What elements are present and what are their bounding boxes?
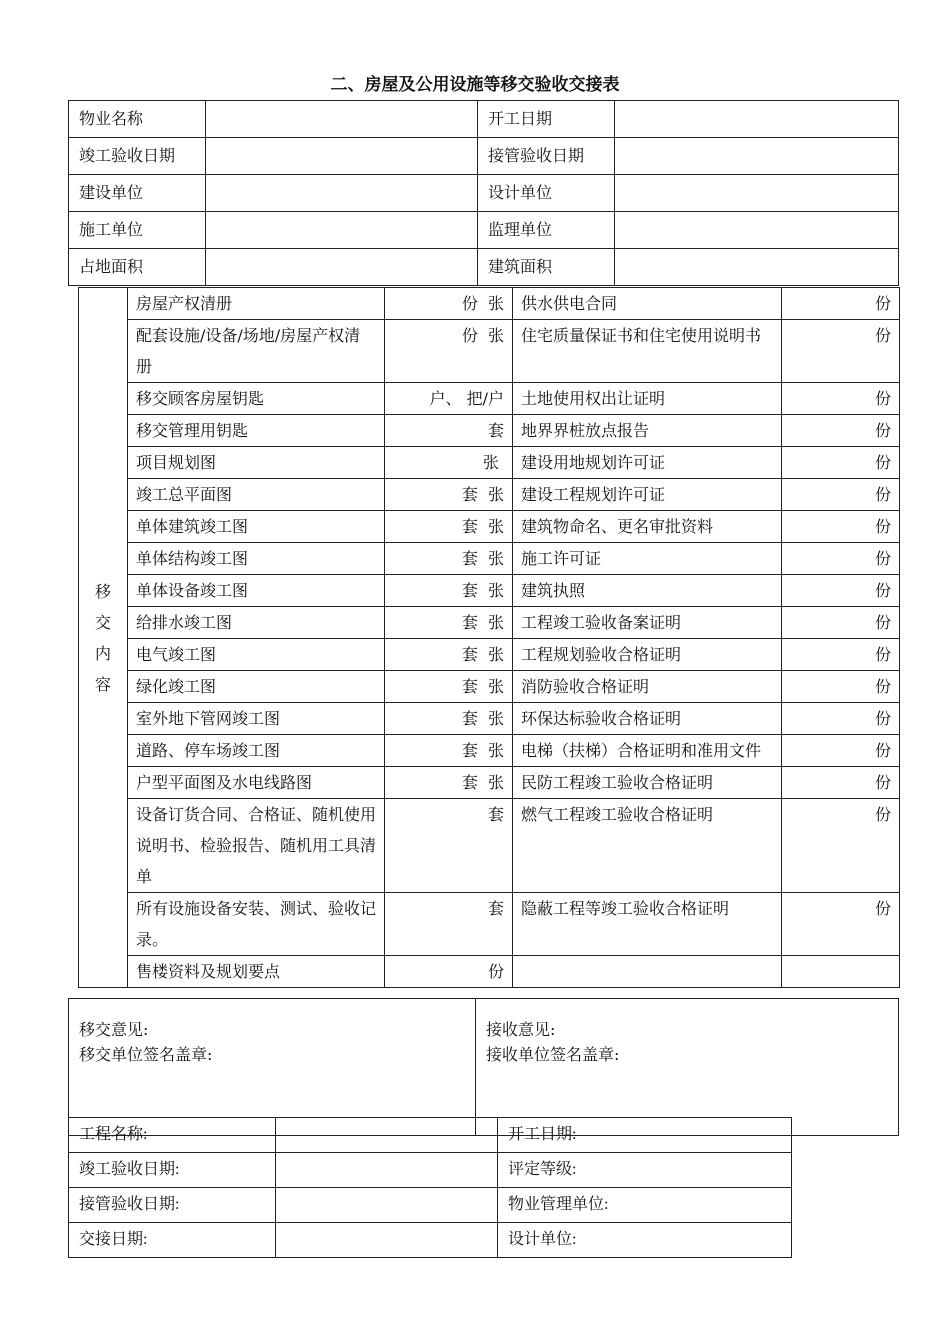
document-name: 建设用地规划许可证	[513, 447, 782, 479]
item-unit: 份 张	[385, 320, 513, 383]
item-unit: 套 张	[385, 767, 513, 799]
document-unit: 份	[782, 479, 900, 511]
document-unit: 份	[782, 799, 900, 893]
field-label: 竣工验收日期:	[69, 1153, 276, 1188]
item-name: 道路、停车场竣工图	[128, 735, 385, 767]
document-unit: 份	[782, 735, 900, 767]
table-row	[69, 1153, 792, 1188]
field-label: 工程名称:	[69, 1118, 276, 1153]
handover-opinion-label: 移交意见:	[79, 1020, 149, 1039]
field-value[interactable]	[276, 1223, 498, 1258]
field-label: 开工日期:	[498, 1118, 792, 1153]
document-unit: 份	[782, 415, 900, 447]
table-row	[79, 639, 900, 671]
item-unit: 套	[385, 415, 513, 447]
document-unit: 份	[782, 320, 900, 383]
field-value[interactable]	[276, 1118, 498, 1153]
table-row	[79, 607, 900, 639]
field-label: 竣工验收日期	[69, 138, 206, 175]
document-name: 电梯（扶梯）合格证明和准用文件	[513, 735, 782, 767]
document-unit: 份	[782, 383, 900, 415]
field-label: 建筑面积	[478, 249, 615, 286]
field-label: 占地面积	[69, 249, 206, 286]
document-name: 建设工程规划许可证	[513, 479, 782, 511]
table-row	[79, 956, 900, 988]
table-row	[79, 383, 900, 415]
handover-content-label	[79, 288, 128, 988]
handover-opinion-cell[interactable]	[69, 999, 476, 1136]
document-unit: 份	[782, 607, 900, 639]
item-unit: 套 张	[385, 511, 513, 543]
document-unit: 份	[782, 893, 900, 956]
item-name: 室外地下管网竣工图	[128, 703, 385, 735]
item-name: 项目规划图	[128, 447, 385, 479]
item-name: 所有设施设备安装、测试、验收记录。	[128, 893, 385, 956]
field-label: 施工单位	[69, 212, 206, 249]
table-row	[79, 735, 900, 767]
field-label: 设计单位	[478, 175, 615, 212]
table-row	[79, 479, 900, 511]
field-value[interactable]	[615, 175, 899, 212]
document-unit: 份	[782, 511, 900, 543]
table-row	[69, 212, 899, 249]
field-value[interactable]	[206, 175, 478, 212]
field-value[interactable]	[206, 249, 478, 286]
table-row	[79, 288, 900, 320]
table-row	[79, 893, 900, 956]
project-info-table	[68, 1117, 792, 1258]
handover-items-table	[78, 287, 900, 988]
side-label-char: 交	[94, 612, 111, 632]
table-row	[69, 1118, 792, 1153]
item-unit: 套 张	[385, 639, 513, 671]
item-unit: 套 张	[385, 543, 513, 575]
side-label-char: 内	[94, 643, 111, 663]
receive-opinion-label: 接收意见:	[486, 1020, 556, 1039]
item-unit: 套	[385, 893, 513, 956]
table-row	[69, 175, 899, 212]
item-unit: 套 张	[385, 607, 513, 639]
table-row	[69, 101, 899, 138]
document-name: 供水供电合同	[513, 288, 782, 320]
field-value[interactable]	[276, 1188, 498, 1223]
document-name: 民防工程竣工验收合格证明	[513, 767, 782, 799]
table-row	[79, 543, 900, 575]
document-unit: 份	[782, 703, 900, 735]
document-unit: 份	[782, 447, 900, 479]
field-value[interactable]	[615, 101, 899, 138]
document-name: 施工许可证	[513, 543, 782, 575]
item-name: 售楼资料及规划要点	[128, 956, 385, 988]
field-value[interactable]	[206, 212, 478, 249]
document-name: 隐蔽工程等竣工验收合格证明	[513, 893, 782, 956]
document-unit: 份	[782, 671, 900, 703]
opinion-table	[68, 998, 899, 1136]
item-name: 移交管理用钥匙	[128, 415, 385, 447]
item-unit: 户、 把/户	[385, 383, 513, 415]
item-unit: 套 张	[385, 575, 513, 607]
item-name: 设备订货合同、合格证、随机使用说明书、检验报告、随机用工具清单	[128, 799, 385, 893]
document-unit: 份	[782, 767, 900, 799]
document-name: 地界界桩放点报告	[513, 415, 782, 447]
item-unit: 份 张	[385, 288, 513, 320]
table-row	[79, 511, 900, 543]
side-label-char: 容	[94, 674, 111, 694]
field-label: 建设单位	[69, 175, 206, 212]
field-value[interactable]	[276, 1153, 498, 1188]
item-unit: 套 张	[385, 735, 513, 767]
item-name: 配套设施/设备/场地/房屋产权清册	[128, 320, 385, 383]
table-row	[69, 999, 899, 1136]
field-value[interactable]	[615, 249, 899, 286]
document-name: 工程竣工验收备案证明	[513, 607, 782, 639]
item-name: 房屋产权清册	[128, 288, 385, 320]
table-row	[69, 1223, 792, 1258]
handover-signature-label: 移交单位签名盖章:	[79, 1045, 213, 1064]
document-unit: 份	[782, 575, 900, 607]
table-row	[69, 138, 899, 175]
table-row	[79, 767, 900, 799]
table-row	[79, 447, 900, 479]
item-name: 竣工总平面图	[128, 479, 385, 511]
table-row	[69, 249, 899, 286]
property-info-table	[68, 100, 899, 286]
item-unit: 套 张	[385, 703, 513, 735]
receive-signature-label: 接收单位签名盖章:	[486, 1045, 620, 1064]
table-row	[69, 1188, 792, 1223]
item-name: 给排水竣工图	[128, 607, 385, 639]
item-name: 单体结构竣工图	[128, 543, 385, 575]
field-label: 接管验收日期:	[69, 1188, 276, 1223]
document-name: 工程规划验收合格证明	[513, 639, 782, 671]
field-value[interactable]	[615, 138, 899, 175]
document-name: 建筑执照	[513, 575, 782, 607]
field-value[interactable]	[206, 138, 478, 175]
document-unit: 份	[782, 543, 900, 575]
table-row	[79, 703, 900, 735]
item-name: 电气竣工图	[128, 639, 385, 671]
table-row	[79, 415, 900, 447]
document-unit: 份	[782, 639, 900, 671]
item-name: 移交顾客房屋钥匙	[128, 383, 385, 415]
document-unit	[782, 956, 900, 988]
document-name: 燃气工程竣工验收合格证明	[513, 799, 782, 893]
side-label-char: 移	[94, 581, 111, 601]
document-name: 建筑物命名、更名审批资料	[513, 511, 782, 543]
item-unit: 份	[385, 956, 513, 988]
item-name: 单体设备竣工图	[128, 575, 385, 607]
item-name: 户型平面图及水电线路图	[128, 767, 385, 799]
document-title: 二、房屋及公用设施等移交验收交接表	[330, 75, 620, 95]
table-row	[79, 320, 900, 383]
item-unit: 套 张	[385, 479, 513, 511]
field-label: 设计单位:	[498, 1223, 792, 1258]
receive-opinion-cell[interactable]	[476, 999, 899, 1136]
document-unit: 份	[782, 288, 900, 320]
item-unit: 张	[385, 447, 513, 479]
field-label: 评定等级:	[498, 1153, 792, 1188]
document-name: 住宅质量保证书和住宅使用说明书	[513, 320, 782, 383]
field-label: 物业管理单位:	[498, 1188, 792, 1223]
field-label: 交接日期:	[69, 1223, 276, 1258]
field-label: 开工日期	[478, 101, 615, 138]
field-label: 监理单位	[478, 212, 615, 249]
field-label: 接管验收日期	[478, 138, 615, 175]
item-name: 单体建筑竣工图	[128, 511, 385, 543]
document-name: 消防验收合格证明	[513, 671, 782, 703]
document-name	[513, 956, 782, 988]
table-row	[79, 799, 900, 893]
document-name: 土地使用权出让证明	[513, 383, 782, 415]
field-value[interactable]	[206, 101, 478, 138]
item-unit: 套 张	[385, 671, 513, 703]
field-label: 物业名称	[69, 101, 206, 138]
table-row	[79, 671, 900, 703]
field-value[interactable]	[615, 212, 899, 249]
item-unit: 套	[385, 799, 513, 893]
document-name: 环保达标验收合格证明	[513, 703, 782, 735]
table-row	[79, 575, 900, 607]
item-name: 绿化竣工图	[128, 671, 385, 703]
